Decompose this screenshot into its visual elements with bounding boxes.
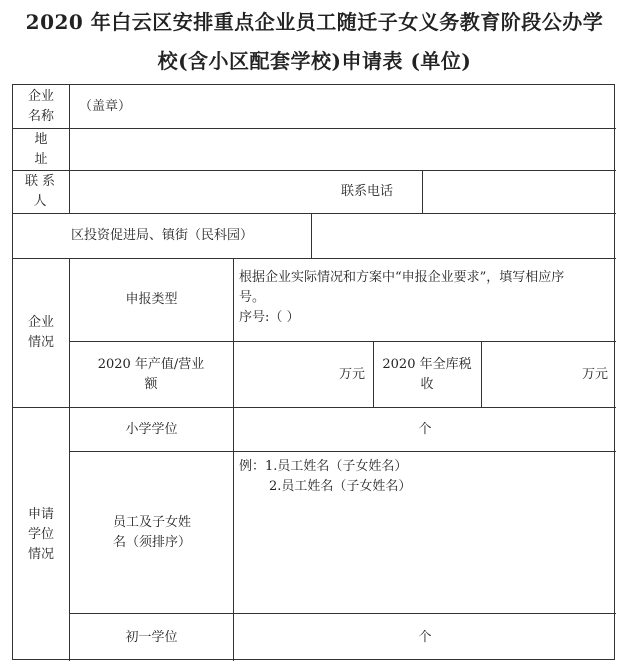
company-name-label: 企业名称 xyxy=(27,89,54,124)
district-label: 区投资促进局、镇街（民科园） xyxy=(70,228,253,243)
apply-section-label: 申请学位情况 xyxy=(27,506,54,562)
staff-children-label: 员工及子女姓名（须排序） xyxy=(112,514,191,550)
company-section-label: 企业情况 xyxy=(27,315,54,350)
report-type-label: 申报类型 xyxy=(125,292,178,307)
staff-example-line-2: 2.员工姓名（子女姓名） xyxy=(269,479,412,494)
phone-field[interactable] xyxy=(423,171,616,213)
stamp-note: （盖章） xyxy=(79,98,132,114)
junior-school-count[interactable]: 个 xyxy=(418,629,432,645)
tax-label: 2020 年全库税收 xyxy=(382,356,472,392)
serial-number-field[interactable]: 序号:（ ） xyxy=(239,310,300,325)
primary-school-label: 小学学位 xyxy=(125,421,178,437)
phone-label: 联系电话 xyxy=(340,184,393,199)
address-field[interactable] xyxy=(70,129,616,170)
form-title-line-1: 2020 年白云区安排重点企业员工随迁子女义务教育阶段公办学 xyxy=(25,10,604,34)
district-field[interactable] xyxy=(312,214,616,258)
application-form-table xyxy=(12,84,615,660)
staff-children-list[interactable] xyxy=(239,457,611,497)
form-title-line-2: 校(含小区配套学校)申请表 (单位) xyxy=(157,49,472,73)
column-divider xyxy=(373,341,374,407)
junior-school-label: 初一学位 xyxy=(125,629,178,645)
primary-school-count[interactable]: 个 xyxy=(418,421,432,437)
column-divider xyxy=(233,258,234,661)
output-label: 2020 年产值/营业额 xyxy=(97,356,205,392)
contact-field[interactable] xyxy=(70,171,310,213)
tax-unit[interactable]: 万元 xyxy=(581,366,608,382)
contact-label: 联系人 xyxy=(24,174,59,209)
output-unit[interactable]: 万元 xyxy=(338,366,365,382)
report-type-note xyxy=(239,268,611,328)
staff-example-line-1: 例：1.员工姓名（子女姓名） xyxy=(239,459,408,474)
address-label: 地址 xyxy=(34,131,48,167)
report-type-note-line-1: 根据企业实际情况和方案中“申报企业要求”，填写相应序 xyxy=(239,270,565,285)
report-type-note-line-2: 号。 xyxy=(239,290,266,305)
